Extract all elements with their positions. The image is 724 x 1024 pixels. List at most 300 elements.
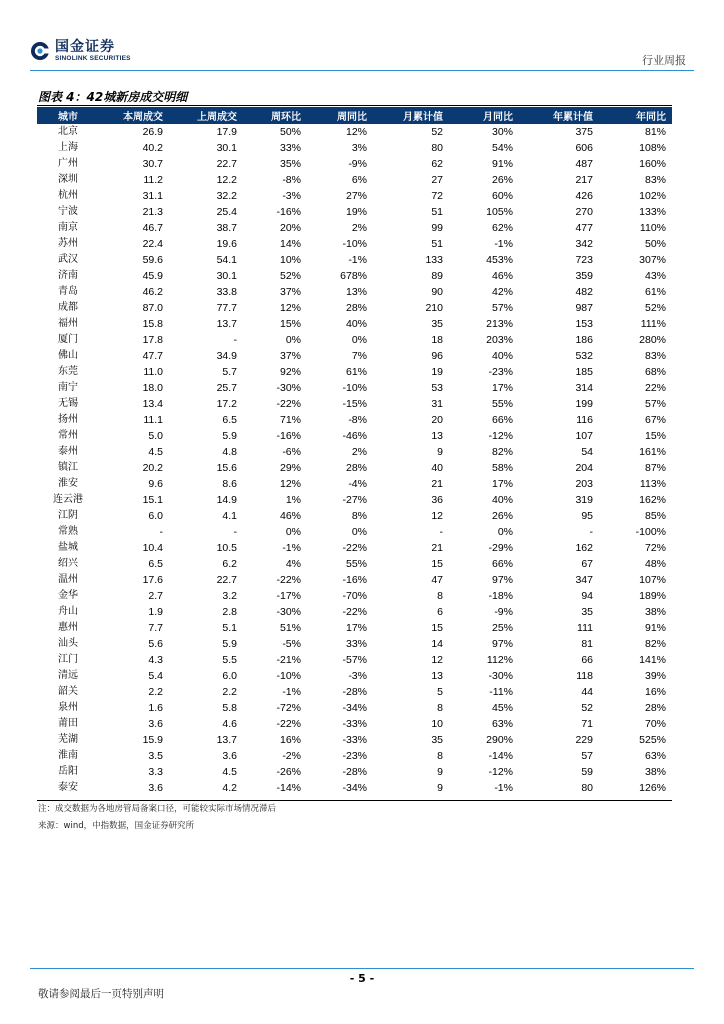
table-cell: 217 xyxy=(575,174,593,186)
table-cell: 61% xyxy=(644,286,666,298)
table-cell: 4.2 xyxy=(222,782,237,794)
table-cell: 270 xyxy=(575,206,593,218)
table-cell: 37% xyxy=(279,350,301,362)
table-cell: 10% xyxy=(279,254,301,266)
table-cell: 38% xyxy=(644,606,666,618)
table-cell: 185 xyxy=(575,366,593,378)
table-cell: -23% xyxy=(488,366,513,378)
table-cell: 307% xyxy=(639,254,666,266)
city-name-cell: 无锡 xyxy=(58,398,78,409)
table-row xyxy=(37,332,672,348)
table-cell: -1% xyxy=(494,238,513,250)
table-cell: -1% xyxy=(494,782,513,794)
city-name-cell: 金华 xyxy=(58,590,78,601)
table-row xyxy=(37,236,672,252)
table-cell: 606 xyxy=(575,142,593,154)
column-header: 城市 xyxy=(37,107,99,124)
table-row xyxy=(37,588,672,604)
table-cell: 25.4 xyxy=(216,206,237,218)
table-cell: 40% xyxy=(491,350,513,362)
table-cell: 10.4 xyxy=(142,542,163,554)
city-name-cell: 厦门 xyxy=(58,334,78,345)
table-row xyxy=(37,412,672,428)
table-cell: 53 xyxy=(431,382,443,394)
table-cell: 43% xyxy=(644,270,666,282)
table-cell: 63% xyxy=(491,718,513,730)
table-row xyxy=(37,172,672,188)
table-row xyxy=(37,716,672,732)
table-cell: 57% xyxy=(491,302,513,314)
table-cell: - xyxy=(589,526,593,538)
table-cell: 0% xyxy=(351,526,367,538)
table-row xyxy=(37,156,672,172)
table-cell: 20.2 xyxy=(142,462,163,474)
table-cell: -14% xyxy=(276,782,301,794)
table-cell: 90 xyxy=(431,286,443,298)
table-cell: 15.6 xyxy=(216,462,237,474)
table-cell: 107 xyxy=(575,430,593,442)
sinolink-logo-icon xyxy=(30,41,50,61)
table-cell: 3.2 xyxy=(222,590,237,602)
table-cell: 8 xyxy=(437,750,443,762)
table-cell: 26% xyxy=(491,510,513,522)
table-cell: 13.4 xyxy=(142,398,163,410)
city-name-cell: 清远 xyxy=(58,670,78,681)
table-row xyxy=(37,188,672,204)
column-header: 周环比 xyxy=(243,107,307,124)
table-cell: -14% xyxy=(488,750,513,762)
table-row xyxy=(37,428,672,444)
table-row xyxy=(37,700,672,716)
table-cell: 3.3 xyxy=(148,766,163,778)
table-cell: 91% xyxy=(491,158,513,170)
table-cell: 723 xyxy=(575,254,593,266)
table-cell: 10.5 xyxy=(216,542,237,554)
table-cell: 55% xyxy=(345,558,367,570)
table-cell: -22% xyxy=(342,606,367,618)
table-cell: -12% xyxy=(488,430,513,442)
table-cell: -1% xyxy=(348,254,367,266)
table-row xyxy=(37,764,672,780)
table-cell: -26% xyxy=(276,766,301,778)
table-cell: 45% xyxy=(491,702,513,714)
sinolink-logo xyxy=(30,40,131,63)
table-cell: 35 xyxy=(581,606,593,618)
table-cell: 161% xyxy=(639,446,666,458)
table-row xyxy=(37,748,672,764)
table-cell: -22% xyxy=(276,574,301,586)
table-cell: 9 xyxy=(437,766,443,778)
column-header: 月同比 xyxy=(449,107,519,124)
table-cell: 203 xyxy=(575,478,593,490)
table-cell: 0% xyxy=(285,334,301,346)
table-cell: 482 xyxy=(575,286,593,298)
table-cell: 162 xyxy=(575,542,593,554)
city-name-cell: 南宁 xyxy=(58,382,78,393)
table-cell: 6.5 xyxy=(222,414,237,426)
table-row xyxy=(37,668,672,684)
table-cell: 18.0 xyxy=(142,382,163,394)
table-cell: 21 xyxy=(431,542,443,554)
table-cell: 81 xyxy=(581,638,593,650)
table-cell: 48% xyxy=(644,558,666,570)
table-cell: 17.2 xyxy=(216,398,237,410)
table-cell: 4.3 xyxy=(148,654,163,666)
table-row xyxy=(37,572,672,588)
city-name-cell: 上海 xyxy=(58,142,78,153)
table-cell: -72% xyxy=(276,702,301,714)
table-cell: 3.6 xyxy=(148,782,163,794)
table-cell: 99 xyxy=(431,222,443,234)
table-cell: -3% xyxy=(282,190,301,202)
table-cell: 38% xyxy=(644,766,666,778)
city-name-cell: 济南 xyxy=(58,270,78,281)
table-cell: 111% xyxy=(640,318,666,330)
table-row xyxy=(37,540,672,556)
table-cell: 82% xyxy=(491,446,513,458)
table-cell: 5.6 xyxy=(148,638,163,650)
table-cell: 25% xyxy=(491,622,513,634)
table-row xyxy=(37,652,672,668)
table-cell: 17.9 xyxy=(216,126,237,138)
table-row xyxy=(37,140,672,156)
table-cell: 97% xyxy=(491,574,513,586)
column-header: 月累计值 xyxy=(373,107,449,124)
table-cell: 62 xyxy=(431,158,443,170)
table-cell: 108% xyxy=(639,142,666,154)
table-header-row xyxy=(37,107,672,124)
table-cell: 525% xyxy=(639,734,666,746)
table-cell: 11.2 xyxy=(143,174,163,186)
report-type-label: 行业周报 xyxy=(642,54,686,67)
table-cell: 42% xyxy=(491,286,513,298)
table-cell: 40% xyxy=(491,494,513,506)
table-cell: 28% xyxy=(345,462,367,474)
table-cell: -16% xyxy=(276,430,301,442)
table-cell: 4.6 xyxy=(222,718,237,730)
table-row xyxy=(37,636,672,652)
city-name-cell: 镇江 xyxy=(58,462,78,473)
city-name-cell: 舟山 xyxy=(58,606,78,617)
table-cell: 477 xyxy=(575,222,593,234)
city-name-cell: 淮南 xyxy=(58,750,78,761)
table-cell: 59.6 xyxy=(142,254,163,266)
table-cell: 347 xyxy=(575,574,593,586)
table-cell: -12% xyxy=(488,766,513,778)
table-cell: -4% xyxy=(348,478,367,490)
table-row xyxy=(37,300,672,316)
table-source: 来源：wind，中指数据，国金证券研究所 xyxy=(38,821,195,831)
table-cell: 314 xyxy=(575,382,593,394)
table-cell: 10 xyxy=(431,718,443,730)
table-cell: 36 xyxy=(431,494,443,506)
table-cell: 33% xyxy=(345,638,367,650)
table-cell: 0% xyxy=(497,526,513,538)
city-name-cell: 北京 xyxy=(58,126,78,137)
table-cell: 50% xyxy=(644,238,666,250)
table-cell: -10% xyxy=(342,238,367,250)
city-name-cell: 深圳 xyxy=(58,174,78,185)
table-cell: 51 xyxy=(431,206,443,218)
city-name-cell: 泉州 xyxy=(58,702,78,713)
table-cell: 70% xyxy=(644,718,666,730)
table-cell: 14 xyxy=(431,638,443,650)
table-cell: 1.9 xyxy=(148,606,163,618)
table-cell: 45.9 xyxy=(142,270,163,282)
table-row xyxy=(37,268,672,284)
table-cell: 17% xyxy=(491,382,513,394)
table-cell: -9% xyxy=(494,606,513,618)
table-cell: -30% xyxy=(276,382,301,394)
table-cell: 15 xyxy=(431,622,443,634)
table-cell: 3% xyxy=(351,142,367,154)
table-cell: 3.5 xyxy=(148,750,163,762)
table-cell: 35 xyxy=(431,318,443,330)
table-cell: 57% xyxy=(644,398,666,410)
table-cell: 81% xyxy=(644,126,666,138)
table-cell: 213% xyxy=(486,318,513,330)
city-name-cell: 连云港 xyxy=(53,494,83,505)
table-cell: 96 xyxy=(431,350,443,362)
table-cell: 5.9 xyxy=(222,430,237,442)
table-cell: -22% xyxy=(276,718,301,730)
table-row xyxy=(37,284,672,300)
table-cell: 118 xyxy=(576,670,593,682)
city-name-cell: 汕头 xyxy=(58,638,78,649)
table-cell: 35% xyxy=(279,158,301,170)
table-cell: - xyxy=(159,526,163,538)
city-name-cell: 青岛 xyxy=(58,286,78,297)
city-name-cell: 江门 xyxy=(58,654,78,665)
city-name-cell: 武汉 xyxy=(58,254,78,265)
table-cell: 97% xyxy=(491,638,513,650)
table-row xyxy=(37,348,672,364)
table-row xyxy=(37,444,672,460)
table-cell: 13 xyxy=(431,430,443,442)
table-cell: 110% xyxy=(639,222,666,234)
table-cell: -28% xyxy=(342,766,367,778)
table-note: 注：成交数据为各地房管局备案口径，可能较实际市场情况滞后 xyxy=(38,804,277,814)
table-cell: 6.5 xyxy=(148,558,163,570)
table-cell: 25.7 xyxy=(216,382,237,394)
table-cell: 4% xyxy=(285,558,301,570)
column-header: 本周成交 xyxy=(99,107,169,124)
table-cell: 13 xyxy=(431,670,443,682)
table-cell: 453% xyxy=(486,254,513,266)
table-cell: 15 xyxy=(431,558,443,570)
table-cell: 26.9 xyxy=(142,126,163,138)
table-cell: 91% xyxy=(644,622,666,634)
city-name-cell: 广州 xyxy=(58,158,78,169)
column-header: 年累计值 xyxy=(519,107,599,124)
table-cell: 80 xyxy=(581,782,593,794)
table-cell: 12.2 xyxy=(216,174,237,186)
column-header: 周同比 xyxy=(307,107,373,124)
table-cell: 2% xyxy=(351,222,367,234)
table-cell: 487 xyxy=(575,158,593,170)
table-cell: 26% xyxy=(491,174,513,186)
table-cell: 39% xyxy=(644,670,666,682)
table-cell: 33.8 xyxy=(216,286,237,298)
table-cell: 126% xyxy=(639,782,666,794)
table-cell: 13.7 xyxy=(216,734,237,746)
table-cell: 52 xyxy=(431,126,443,138)
table-cell: 19.6 xyxy=(216,238,237,250)
table-cell: -30% xyxy=(488,670,513,682)
table-cell: -22% xyxy=(276,398,301,410)
table-cell: 47.7 xyxy=(142,350,163,362)
table-cell: 4.1 xyxy=(222,510,237,522)
table-cell: 359 xyxy=(575,270,593,282)
table-cell: 5 xyxy=(437,686,443,698)
column-header: 年同比 xyxy=(599,107,672,124)
table-cell: -16% xyxy=(342,574,367,586)
city-name-cell: 宁波 xyxy=(58,206,78,217)
table-cell: 6.2 xyxy=(222,558,237,570)
table-row xyxy=(37,684,672,700)
table-cell: 8 xyxy=(437,590,443,602)
table-cell: 105% xyxy=(486,206,513,218)
table-row xyxy=(37,396,672,412)
city-name-cell: 苏州 xyxy=(58,238,78,249)
table-cell: 6% xyxy=(351,174,367,186)
table-cell: 30.7 xyxy=(142,158,163,170)
table-cell: 14% xyxy=(279,238,301,250)
table-cell: 5.1 xyxy=(222,622,237,634)
table-cell: 20% xyxy=(279,222,301,234)
table-cell: 678% xyxy=(340,270,367,282)
table-cell: 94 xyxy=(581,590,593,602)
table-cell: -57% xyxy=(342,654,367,666)
table-cell: 203% xyxy=(486,334,513,346)
city-name-cell: 常熟 xyxy=(58,526,78,537)
table-cell: 28% xyxy=(644,702,666,714)
table-cell: 2.2 xyxy=(148,686,163,698)
table-cell: 47 xyxy=(431,574,443,586)
table-cell: 52% xyxy=(644,302,666,314)
table-cell: 5.9 xyxy=(222,638,237,650)
table-cell: 28% xyxy=(345,302,367,314)
table-cell: 15.8 xyxy=(142,318,163,330)
table-cell: -33% xyxy=(342,734,367,746)
page-number: - 5 - xyxy=(349,972,375,985)
table-cell: 20 xyxy=(431,414,443,426)
table-row xyxy=(37,204,672,220)
table-cell: 290% xyxy=(486,734,513,746)
table-cell: 12% xyxy=(345,126,367,138)
table-cell: 162% xyxy=(639,494,666,506)
table-cell: 77.7 xyxy=(216,302,237,314)
table-cell: 63% xyxy=(644,750,666,762)
table-cell: 8% xyxy=(351,510,367,522)
table-row xyxy=(37,460,672,476)
table-cell: 59 xyxy=(581,766,593,778)
table-cell: 2.2 xyxy=(222,686,237,698)
city-name-cell: 芜湖 xyxy=(58,734,78,745)
table-row xyxy=(37,316,672,332)
table-cell: -15% xyxy=(342,398,367,410)
table-cell: - xyxy=(233,526,237,538)
city-name-cell: 淮安 xyxy=(58,478,78,489)
table-cell: 46.2 xyxy=(142,286,163,298)
table-cell: 13.7 xyxy=(216,318,237,330)
table-cell: -6% xyxy=(282,446,301,458)
table-cell: 6.0 xyxy=(148,510,163,522)
table-cell: 54.1 xyxy=(216,254,237,266)
table-cell: 7% xyxy=(351,350,367,362)
table-cell: 72% xyxy=(644,542,666,554)
table-cell: 6 xyxy=(437,606,443,618)
table-cell: 987 xyxy=(575,302,593,314)
table-cell: 83% xyxy=(644,350,666,362)
city-name-cell: 泰州 xyxy=(58,446,78,457)
table-cell: 141% xyxy=(639,654,666,666)
table-cell: -21% xyxy=(276,654,301,666)
table-row xyxy=(37,476,672,492)
table-cell: 2.8 xyxy=(222,606,237,618)
table-cell: 67 xyxy=(581,558,593,570)
table-cell: 62% xyxy=(491,222,513,234)
table-cell: -5% xyxy=(282,638,301,650)
table-cell: 426 xyxy=(575,190,593,202)
city-name-cell: 盐城 xyxy=(58,542,78,553)
table-cell: 22.7 xyxy=(216,574,237,586)
table-cell: 66% xyxy=(491,414,513,426)
table-cell: 7.7 xyxy=(148,622,163,634)
city-name-cell: 莆田 xyxy=(58,718,78,729)
table-cell: 37% xyxy=(279,286,301,298)
table-row xyxy=(37,508,672,524)
table-cell: 82% xyxy=(644,638,666,650)
table-cell: 80 xyxy=(431,142,443,154)
table-cell: 87.0 xyxy=(142,302,163,314)
table-cell: 92% xyxy=(279,366,301,378)
table-body xyxy=(37,124,672,796)
table-cell: 66 xyxy=(581,654,593,666)
table-cell: 51 xyxy=(431,238,443,250)
city-name-cell: 惠州 xyxy=(58,622,78,633)
table-cell: -17% xyxy=(276,590,301,602)
table-cell: 71 xyxy=(581,718,593,730)
table-cell: 160% xyxy=(639,158,666,170)
table-cell: 113% xyxy=(639,478,666,490)
city-name-cell: 韶关 xyxy=(58,686,78,697)
table-cell: 2% xyxy=(351,446,367,458)
table-row xyxy=(37,380,672,396)
table-cell: 60% xyxy=(491,190,513,202)
table-cell: -1% xyxy=(282,542,301,554)
table-cell: 54% xyxy=(491,142,513,154)
table-cell: 35 xyxy=(431,734,443,746)
table-row xyxy=(37,220,672,236)
table-cell: 1% xyxy=(285,494,301,506)
table-cell: 27% xyxy=(345,190,367,202)
table-row xyxy=(37,556,672,572)
table-cell: 31 xyxy=(431,398,443,410)
table-cell: 2.7 xyxy=(148,590,163,602)
table-cell: 11.1 xyxy=(143,414,163,426)
table-cell: -28% xyxy=(342,686,367,698)
table-cell: -1% xyxy=(282,686,301,698)
table-cell: -10% xyxy=(276,670,301,682)
table-row xyxy=(37,620,672,636)
table-cell: -10% xyxy=(342,382,367,394)
table-cell: 22.7 xyxy=(216,158,237,170)
table-cell: -34% xyxy=(342,702,367,714)
table-cell: 40 xyxy=(431,462,443,474)
table-cell: 8 xyxy=(437,702,443,714)
table-cell: 4.8 xyxy=(222,446,237,458)
